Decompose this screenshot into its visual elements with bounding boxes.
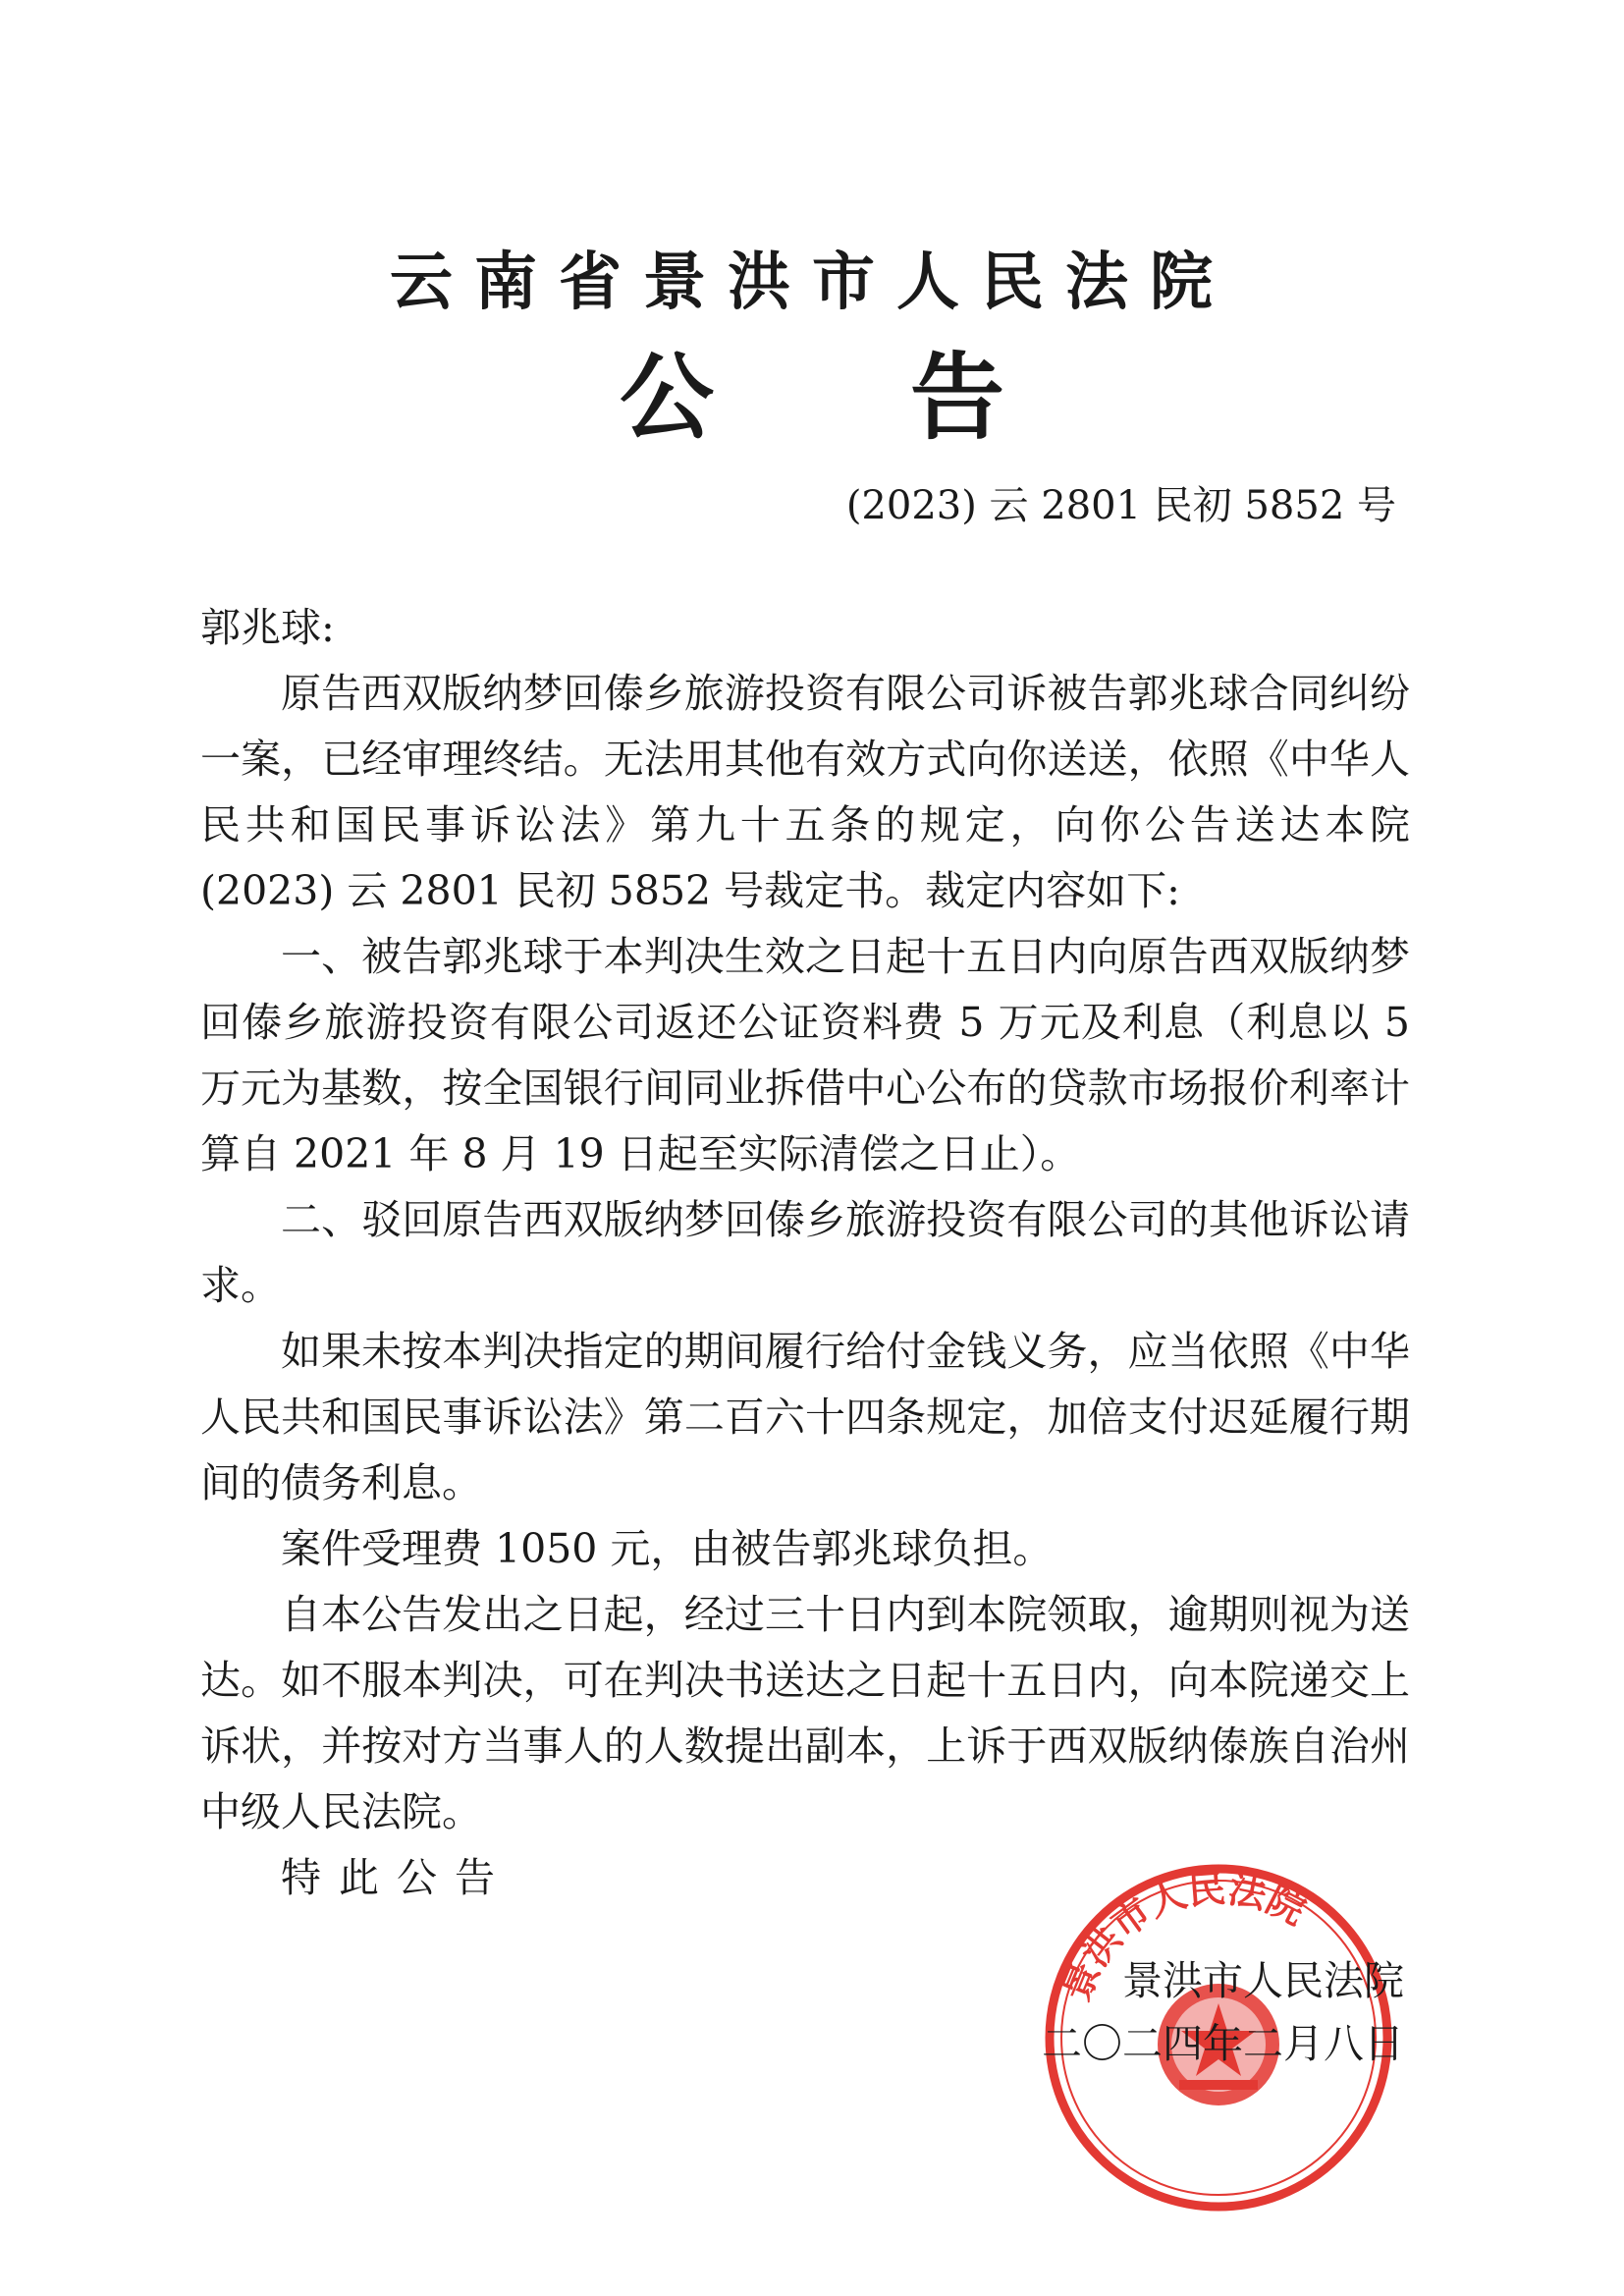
title-char-2: 告 [910, 342, 1004, 453]
closing-line: 特此公告 [281, 1854, 513, 1901]
signature-date: 二〇二四年二月八日 [1042, 2020, 1404, 2067]
signature-court: 景洪市人民法院 [1122, 1957, 1404, 2004]
paragraph-ruling-2: 二、驳回原告西双版纳梦回傣乡旅游投资有限公司的其他诉讼请求。 [200, 1196, 1410, 1309]
court-name-heading: 云南省景洪市人民法院 [390, 246, 1234, 319]
case-number: (2023) 云 2801 民初 5852 号 [845, 483, 1396, 528]
notice-body [200, 595, 1410, 1911]
title-char-1: 公 [620, 342, 714, 453]
paragraph-late-interest: 如果未按本判决指定的期间履行给付金钱义务，应当依照《中华人民共和国民事诉讼法》第二百六十四条规定，加倍支付迟延履行期间的债务利息。 [200, 1328, 1410, 1506]
paragraph-intro: 原告西双版纳梦回傣乡旅游投资有限公司诉被告郭兆球合同纠纷一案，已经审理终结。无法用其他有效方式向你送送，依照《中华人民共和国民事诉讼法》第九十五条的规定，向你公告送达本院(2023) 云 2801 民初 5852 号裁定书。裁定内容如下: [200, 670, 1410, 914]
addressee: 郭兆球: [200, 604, 335, 651]
signature-block [1031, 1949, 1404, 2075]
notice-title [0, 344, 1624, 452]
paragraph-ruling-1: 一、被告郭兆球于本判决生效之日起十五日内向原告西双版纳梦回傣乡旅游投资有限公司返还公证资料费 5 万元及利息（利息以 5 万元为基数，按全国银行间同业拆借中心公布的贷款市场报价利率计算自 2021 年 8 月 19 日起至实际清偿之日止）。 [200, 933, 1410, 1177]
paragraph-service-appeal: 自本公告发出之日起，经过三十日内到本院领取，逾期则视为送达。如不服本判决，可在判决书送达之日起十五日内，向本院递交上诉状，并按对方当事人的人数提出副本，上诉于西双版纳傣族自治州中级人民法院。 [200, 1591, 1410, 1835]
seal-arc-path: 景洪市人民法院 [1054, 1867, 1313, 2007]
paragraph-case-fee: 案件受理费 1050 元，由被告郭兆球负担。 [281, 1525, 1054, 1572]
